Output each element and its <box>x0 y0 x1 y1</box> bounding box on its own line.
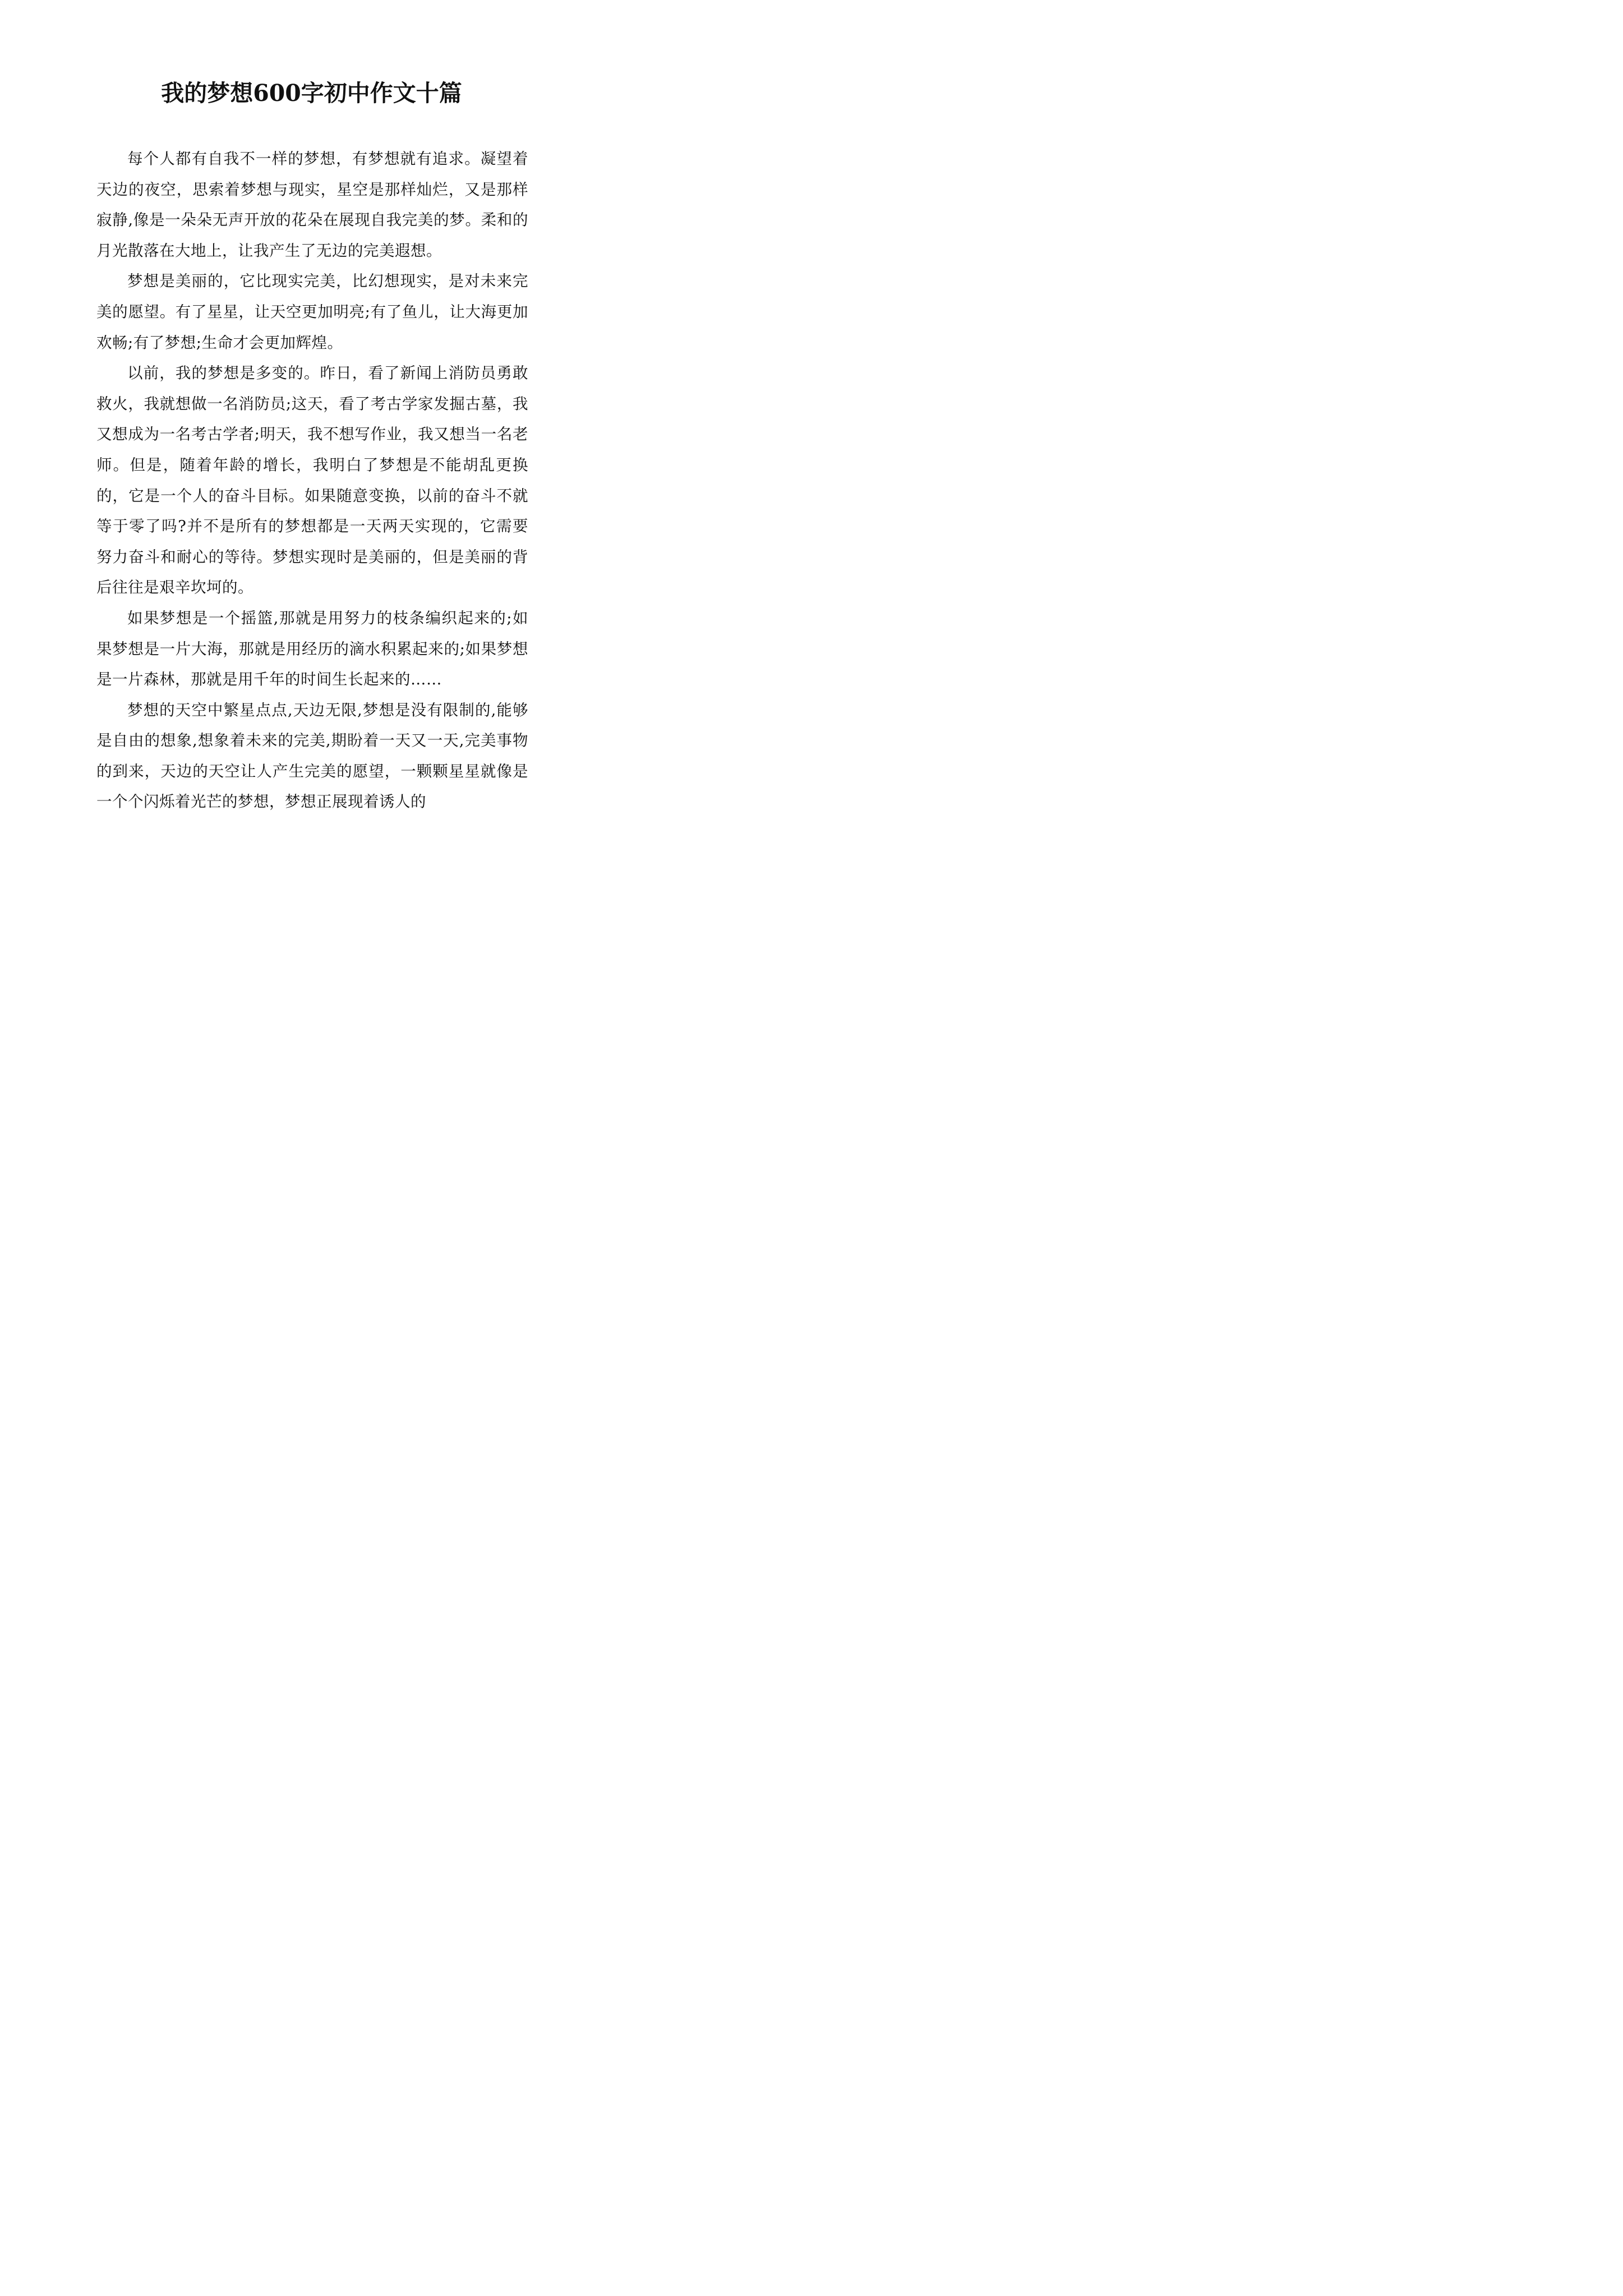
paragraph: 梦想的天空中繁星点点,天边无限,梦想是没有限制的,能够是自由的想象,想象着未来的完美,期盼着一天又一天,完美事物的到来，天边的天空让人产生完美的愿望，一颗颗星星就像是一个个闪烁着光芒的梦想，梦想正展现着诱人的 <box>96 701 528 811</box>
paragraph: 梦想是美丽的，它比现实完美，比幻想现实，是对未来完美的愿望。有了星星，让天空更加明亮;有了鱼儿，让大海更加欢畅;有了梦想;生命才会更加辉煌。 <box>96 272 528 352</box>
document-title: 我的梦想600字初中作文十篇 <box>161 80 462 107</box>
paragraph: 每个人都有自我不一样的梦想，有梦想就有追求。凝望着天边的夜空，思索着梦想与现实，星空是那样灿烂，又是那样寂静,像是一朵朵无声开放的花朵在展现自我完美的梦。柔和的月光散落在大地上，让我产生了无边的完美遐想。 <box>96 150 528 260</box>
paragraph: 如果梦想是一个摇篮,那就是用努力的枝条编织起来的;如果梦想是一片大海，那就是用经历的滴水积累起来的;如果梦想是一片森林，那就是用千年的时间生长起来的…… <box>96 609 528 689</box>
paragraph: 以前，我的梦想是多变的。昨日，看了新闻上消防员勇敢救火，我就想做一名消防员;这天，看了考古学家发掘古墓，我又想成为一名考古学者;明天，我不想写作业，我又想当一名老师。但是，随着年龄的增长，我明白了梦想是不能胡乱更换的，它是一个人的奋斗目标。如果随意变换，以前的奋斗不就等于零了吗?并不是所有的梦想都是一天两天实现的，它需要努力奋斗和耐心的等待。梦想实现时是美丽的，但是美丽的背后往往是艰辛坎坷的。 <box>96 364 528 597</box>
document-body <box>96 144 528 817</box>
document-page <box>0 0 623 882</box>
